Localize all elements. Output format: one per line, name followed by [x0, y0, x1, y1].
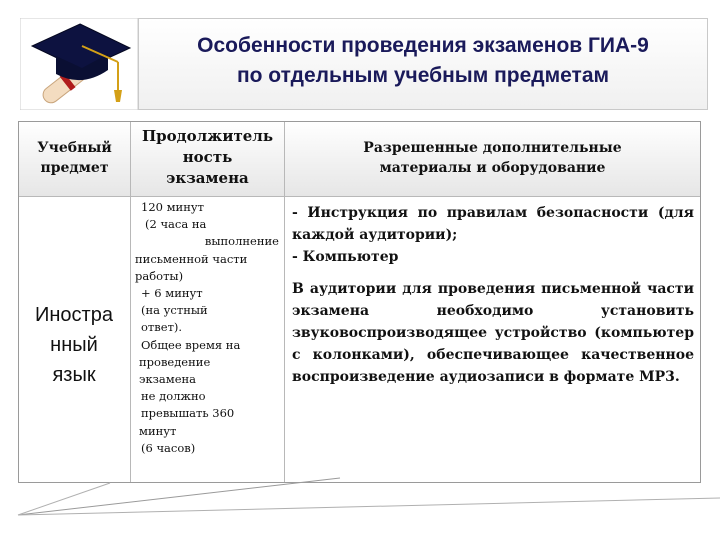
- duration-line: работы): [135, 268, 184, 283]
- row-divider: [19, 196, 700, 197]
- header-duration: Продолжитель ность экзамена: [141, 127, 274, 187]
- duration-line: превышать 360: [141, 406, 235, 421]
- exam-table: [18, 121, 701, 483]
- duration-line: + 6 минут: [141, 286, 203, 301]
- materials-instruction: - Инструкция по правилам безопасности (для каждой аудитории);: [292, 205, 694, 243]
- duration-line: выполнение: [204, 234, 279, 249]
- duration-line: (2 часа на: [145, 217, 207, 232]
- duration-line: Общее время на: [141, 337, 241, 352]
- duration-line: (на устный: [141, 303, 208, 318]
- duration-line: письменной части: [135, 251, 248, 266]
- duration-line: ответ).: [141, 320, 183, 335]
- duration-line: 120 минут: [141, 200, 205, 214]
- duration-line: не должно: [141, 389, 206, 404]
- materials-audio-note: В аудитории для проведения письменной части экзамена необходимо установить звуковоспроизводящее устройство (компьютер с колонками), обеспечивающее качественное воспроизведение аудиозаписи в формате МР3.: [292, 281, 694, 385]
- header-materials: Разрешенные дополнительные материалы и оборудование: [363, 140, 622, 176]
- duration-line: минут: [139, 423, 177, 438]
- graduation-cap-diploma-icon: [20, 18, 138, 110]
- cell-subject: Иностра нный язык: [35, 304, 113, 386]
- materials-computer: - Компьютер: [292, 249, 399, 265]
- duration-line: экзамена: [139, 372, 197, 387]
- duration-line: (6 часов): [141, 440, 196, 455]
- cell-duration: [135, 199, 279, 457]
- header-subject: Учебный предмет: [37, 140, 112, 176]
- duration-line: проведение: [139, 354, 211, 369]
- cell-materials: [292, 202, 694, 388]
- page-title: Особенности проведения экзаменов ГИА-9 по отдельным учебным предметам: [197, 34, 649, 87]
- title-banner: [138, 18, 708, 110]
